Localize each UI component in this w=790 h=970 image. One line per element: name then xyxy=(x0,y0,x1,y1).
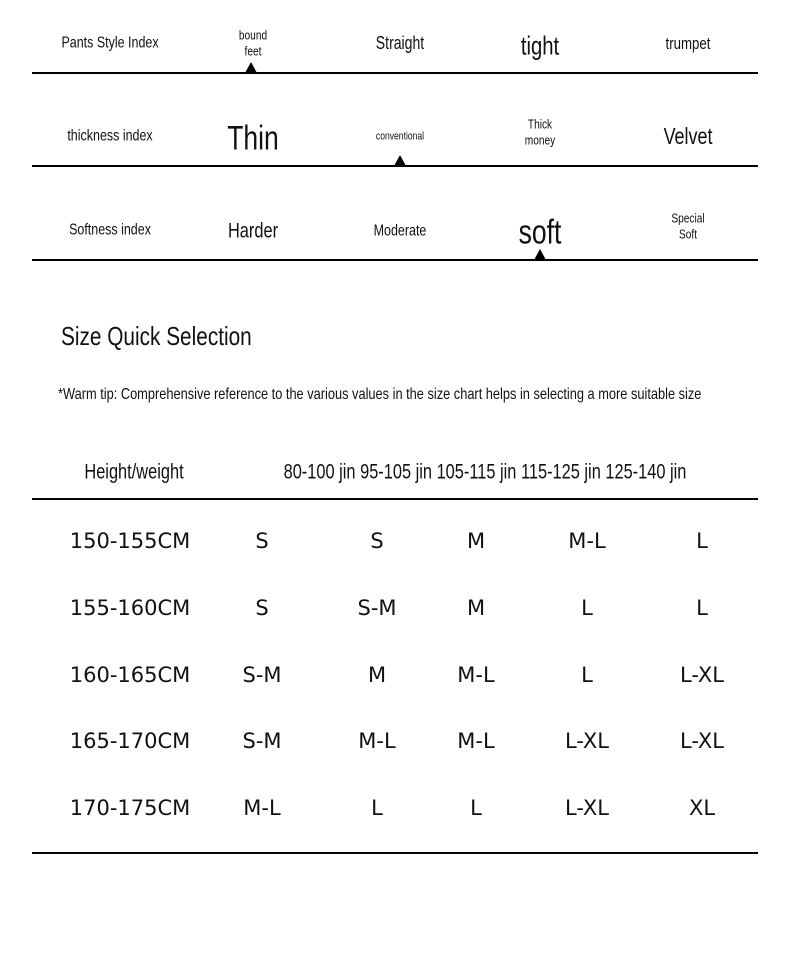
size-cell: L-XL xyxy=(565,729,609,753)
index-option: Velvet xyxy=(663,123,713,150)
size-cell: L-XL xyxy=(565,796,609,820)
size-cell: M-L xyxy=(243,796,281,820)
index-label: Pants Style Index xyxy=(61,34,159,52)
index-label: Softness index xyxy=(69,221,151,239)
index-option: trumpet xyxy=(665,33,711,53)
table-header-label: Height/weight xyxy=(84,460,184,484)
size-cell: S-M xyxy=(242,663,282,687)
index-option: Special Soft xyxy=(671,210,705,241)
index-option: Harder xyxy=(227,219,279,243)
table-header-weights: 80-100 jin 95-105 jin 105-115 jin 115-125 jin 125-140 jin xyxy=(283,460,687,484)
row-height: 155-160CM xyxy=(69,596,191,620)
size-cell: L xyxy=(581,596,593,620)
row-height: 165-170CM xyxy=(69,729,191,753)
size-cell: M-L xyxy=(457,729,495,753)
size-cell: S xyxy=(370,529,384,553)
size-cell: L-XL xyxy=(680,663,724,687)
size-cell: L xyxy=(470,796,482,820)
index-option: tight xyxy=(520,30,560,61)
section-title: Size Quick Selection xyxy=(61,321,252,351)
index-label: thickness index xyxy=(67,127,153,145)
size-cell: M xyxy=(466,529,486,553)
size-cell: L-XL xyxy=(680,729,724,753)
size-cell: S-M xyxy=(242,729,282,753)
size-cell: XL xyxy=(688,796,716,820)
size-cell: S-M xyxy=(357,596,397,620)
size-cell: S xyxy=(255,529,269,553)
index-option: Straight xyxy=(375,33,425,54)
index-divider xyxy=(32,259,758,261)
size-cell: L xyxy=(696,596,708,620)
row-height: 170-175CM xyxy=(69,796,191,820)
size-cell: M-L xyxy=(568,529,606,553)
index-option: Moderate xyxy=(373,222,427,240)
size-cell: S xyxy=(255,596,269,620)
row-height: 160-165CM xyxy=(69,663,191,687)
size-cell: M-L xyxy=(457,663,495,687)
table-header-divider xyxy=(32,498,758,500)
index-option: Thin xyxy=(227,119,279,158)
row-height: 150-155CM xyxy=(69,529,191,553)
index-option: soft xyxy=(518,213,562,252)
index-option: conventional xyxy=(375,130,425,143)
size-cell: L xyxy=(581,663,593,687)
index-divider xyxy=(32,165,758,167)
size-cell: M-L xyxy=(358,729,396,753)
size-cell: L xyxy=(696,529,708,553)
index-option: bound feet xyxy=(238,27,268,58)
index-option: Thick money xyxy=(524,116,556,147)
size-cell: L xyxy=(371,796,383,820)
size-cell: M xyxy=(466,596,486,620)
table-bottom-divider xyxy=(32,852,758,854)
warm-tip: *Warm tip: Comprehensive reference to the various values in the size chart helps in selecting a more suitable size xyxy=(58,386,702,403)
size-cell: M xyxy=(367,663,387,687)
index-divider xyxy=(32,72,758,74)
